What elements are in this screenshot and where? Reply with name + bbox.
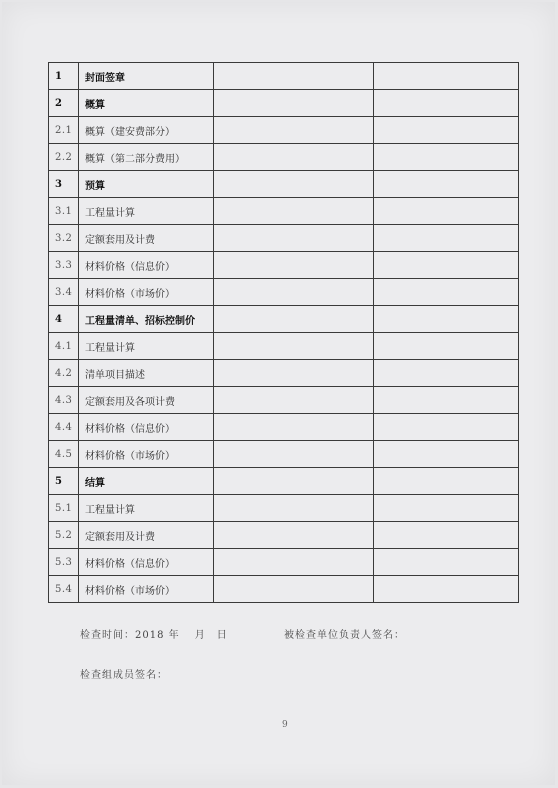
- row-number-cell: 4.3: [49, 387, 79, 414]
- row-item-cell: 清单项目描述: [79, 360, 214, 387]
- row-number-cell: 5.3: [49, 549, 79, 576]
- row-number-cell: 3.3: [49, 252, 79, 279]
- row-item-cell: 工程量计算: [79, 495, 214, 522]
- table-body: [49, 63, 519, 603]
- row-item-cell: 定额套用及计费: [79, 225, 214, 252]
- table-row: [49, 495, 519, 522]
- row-blank-cell-2: [374, 468, 519, 495]
- row-number-cell: 5.4: [49, 576, 79, 603]
- row-blank-cell-1: [214, 333, 374, 360]
- row-blank-cell-1: [214, 90, 374, 117]
- row-number-cell: 3.4: [49, 279, 79, 306]
- table-row: [49, 387, 519, 414]
- inspection-checklist-table: [48, 62, 519, 603]
- row-blank-cell-1: [214, 252, 374, 279]
- table-row: [49, 576, 519, 603]
- row-blank-cell-1: [214, 414, 374, 441]
- row-number-cell: 2.2: [49, 144, 79, 171]
- row-number-cell: 2: [49, 90, 79, 117]
- row-blank-cell-2: [374, 117, 519, 144]
- page-number: 9: [282, 720, 288, 730]
- row-blank-cell-2: [374, 144, 519, 171]
- inspection-group-signature-label: 检查组成员签名：: [80, 670, 168, 681]
- row-item-cell: 材料价格（信息价）: [79, 252, 214, 279]
- row-blank-cell-2: [374, 576, 519, 603]
- row-blank-cell-2: [374, 549, 519, 576]
- row-item-cell: 预算: [79, 171, 214, 198]
- table-row: [49, 468, 519, 495]
- row-number-cell: 5: [49, 468, 79, 495]
- row-blank-cell-1: [214, 198, 374, 225]
- row-blank-cell-2: [374, 63, 519, 90]
- row-number-cell: 4: [49, 306, 79, 333]
- row-blank-cell-1: [214, 117, 374, 144]
- row-blank-cell-1: [214, 171, 374, 198]
- row-blank-cell-1: [214, 468, 374, 495]
- row-blank-cell-1: [214, 549, 374, 576]
- check-time-label: 检查时间：2018 年 月 日: [80, 630, 228, 641]
- row-number-cell: 2.1: [49, 117, 79, 144]
- row-item-cell: 材料价格（信息价）: [79, 549, 214, 576]
- row-blank-cell-1: [214, 306, 374, 333]
- row-blank-cell-1: [214, 387, 374, 414]
- table-row: [49, 441, 519, 468]
- table-row: [49, 333, 519, 360]
- table-row: [49, 90, 519, 117]
- row-item-cell: 概算（第二部分费用）: [79, 144, 214, 171]
- row-number-cell: 4.2: [49, 360, 79, 387]
- row-number-cell: 3.1: [49, 198, 79, 225]
- table-row: [49, 63, 519, 90]
- row-number-cell: 5.1: [49, 495, 79, 522]
- row-blank-cell-2: [374, 225, 519, 252]
- row-item-cell: 材料价格（信息价）: [79, 414, 214, 441]
- row-number-cell: 3: [49, 171, 79, 198]
- row-item-cell: 定额套用及计费: [79, 522, 214, 549]
- table-row: [49, 279, 519, 306]
- table-row: [49, 549, 519, 576]
- row-blank-cell-1: [214, 441, 374, 468]
- row-item-cell: 工程量计算: [79, 333, 214, 360]
- row-number-cell: 3.2: [49, 225, 79, 252]
- row-item-cell: 定额套用及各项计费: [79, 387, 214, 414]
- row-blank-cell-1: [214, 495, 374, 522]
- row-item-cell: 材料价格（市场价）: [79, 441, 214, 468]
- unit-leader-signature-label: 被检查单位负责人签名：: [284, 630, 405, 641]
- row-number-cell: 4.5: [49, 441, 79, 468]
- row-blank-cell-2: [374, 198, 519, 225]
- row-item-cell: 概算（建安费部分）: [79, 117, 214, 144]
- row-blank-cell-2: [374, 279, 519, 306]
- table-row: [49, 198, 519, 225]
- row-blank-cell-2: [374, 414, 519, 441]
- row-blank-cell-1: [214, 576, 374, 603]
- row-blank-cell-2: [374, 495, 519, 522]
- row-blank-cell-2: [374, 360, 519, 387]
- table-row: [49, 144, 519, 171]
- row-item-cell: 概算: [79, 90, 214, 117]
- row-blank-cell-2: [374, 333, 519, 360]
- row-blank-cell-2: [374, 90, 519, 117]
- row-blank-cell-2: [374, 252, 519, 279]
- row-number-cell: 1: [49, 63, 79, 90]
- row-blank-cell-1: [214, 144, 374, 171]
- row-blank-cell-2: [374, 387, 519, 414]
- row-blank-cell-1: [214, 360, 374, 387]
- row-blank-cell-2: [374, 441, 519, 468]
- row-item-cell: 材料价格（市场价）: [79, 576, 214, 603]
- table-row: [49, 225, 519, 252]
- row-item-cell: 结算: [79, 468, 214, 495]
- row-item-cell: 工程量清单、招标控制价: [79, 306, 214, 333]
- table-row: [49, 522, 519, 549]
- row-number-cell: 4.1: [49, 333, 79, 360]
- row-item-cell: 工程量计算: [79, 198, 214, 225]
- row-blank-cell-1: [214, 522, 374, 549]
- table-row: [49, 252, 519, 279]
- row-blank-cell-2: [374, 306, 519, 333]
- table-row: [49, 360, 519, 387]
- table-row: [49, 414, 519, 441]
- table-row: [49, 306, 519, 333]
- table-row: [49, 117, 519, 144]
- row-blank-cell-1: [214, 279, 374, 306]
- row-blank-cell-2: [374, 171, 519, 198]
- row-item-cell: 材料价格（市场价）: [79, 279, 214, 306]
- row-item-cell: 封面签章: [79, 63, 214, 90]
- row-blank-cell-1: [214, 63, 374, 90]
- document-page: [2, 2, 555, 785]
- table-row: [49, 171, 519, 198]
- row-number-cell: 5.2: [49, 522, 79, 549]
- row-blank-cell-1: [214, 225, 374, 252]
- row-number-cell: 4.4: [49, 414, 79, 441]
- row-blank-cell-2: [374, 522, 519, 549]
